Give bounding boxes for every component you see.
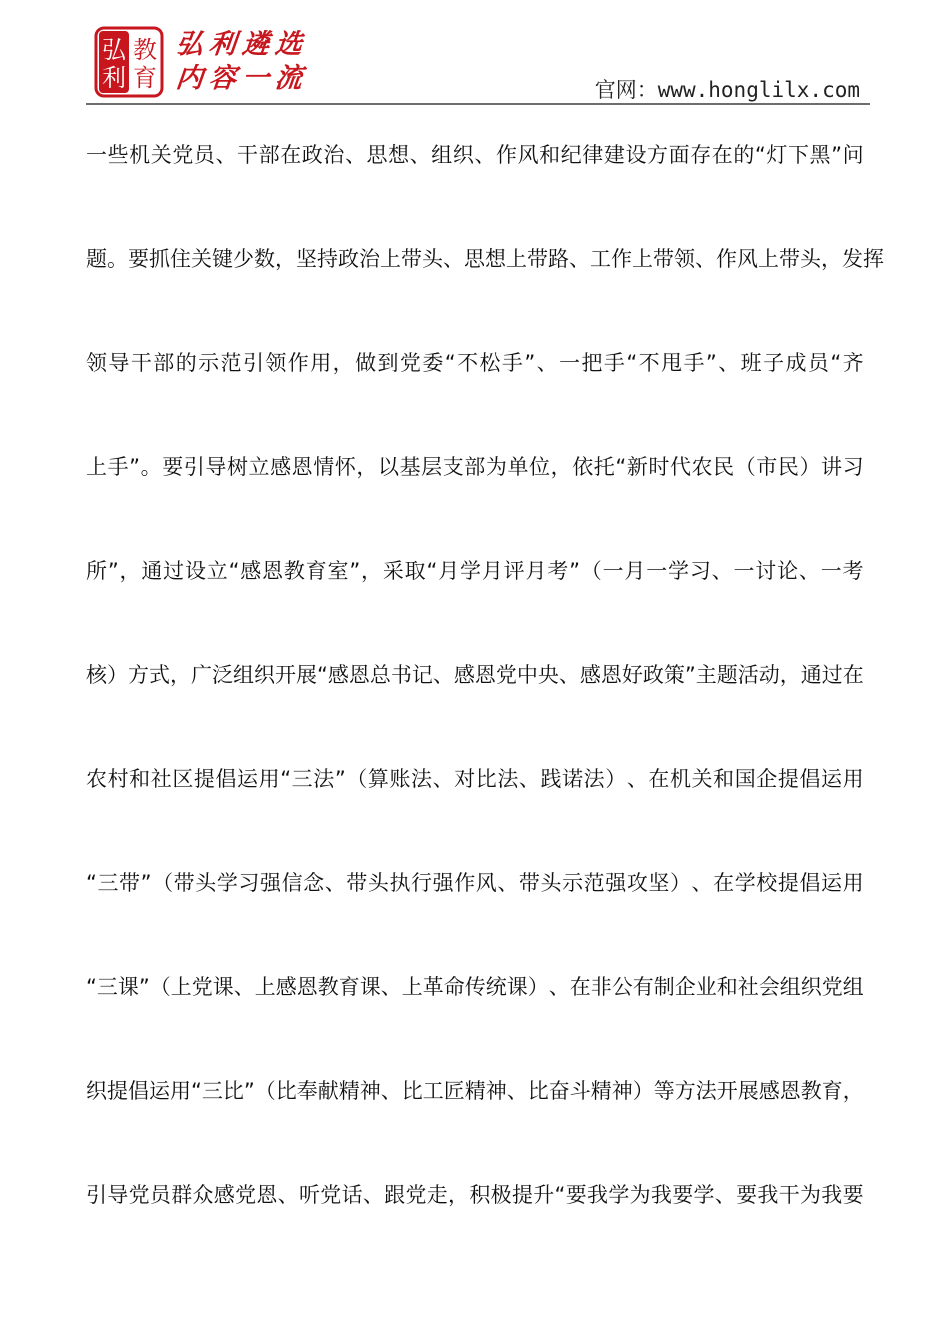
- paragraph-line: 上 手 ” 。 要 引 导 树 立 感 恩 情 怀 ， 以 基 层 支 部 为 单 位 ， 依 托 “ 新 时 代 农 民 （ 市 民 ） 讲 习: [86, 455, 864, 479]
- page-header: [86, 22, 870, 106]
- svg-text:教: 教: [133, 36, 157, 64]
- slogan-line-1: 弘利遴选: [174, 29, 310, 60]
- paragraph-line: 农 村 和 社 区 提 倡 运 用 “ 三 法 ” （ 算 账 法 、 对 比 法 、 践 诺 法 ） 、 在 机 关 和 国 企 提 倡 运 用: [86, 767, 864, 791]
- website-label: 官网：: [594, 78, 658, 102]
- website-url: www.honglilx.com: [657, 78, 860, 102]
- paragraph-line: “ 三 带 ” （ 带 头 学 习 强 信 念 、 带 头 执 行 强 作 风 、 带 头 示 范 强 攻 坚 ） 、 在 学 校 提 倡 运 用: [86, 871, 864, 895]
- paragraph-line: 核 ） 方 式 ， 广 泛 组 织 开 展 “ 感 恩 总 书 记 、 感 恩 党 中 央 、 感 恩 好 政 策 ” 主 题 活 动 ， 通 过 在: [86, 663, 864, 687]
- paragraph-line: “ 三 课 ” （ 上 党 课 、 上 感 恩 教 育 课 、 上 革 命 传 统 课 ） 、 在 非 公 有 制 企 业 和 社 会 组 织 党 组: [86, 975, 864, 999]
- paragraph-line: 织 提 倡 运 用 “ 三 比 ” （ 比 奉 献 精 神 、 比 工 匠 精 神 、 比 奋 斗 精 神 ） 等 方 法 开 展 感 恩 教 育 ，: [86, 1079, 864, 1103]
- svg-text:弘: 弘: [102, 36, 126, 64]
- slogan-line-2: 内容一流: [174, 63, 310, 94]
- svg-text:利: 利: [102, 64, 126, 92]
- paragraph-line: 题 。 要 抓 住 关 键 少 数 ， 坚 持 政 治 上 带 头 、 思 想 上 带 路 、 工 作 上 带 领 、 作 风 上 带 头 ， 发 挥: [86, 247, 884, 271]
- website-info: [595, 74, 860, 104]
- paragraph-line: 一 些 机 关 党 员 、 干 部 在 政 治 、 思 想 、 组 织 、 作 风 和 纪 律 建 设 方 面 存 在 的 “ 灯 下 黑 ” 问: [86, 143, 864, 167]
- paragraph-line: 引 导 党 员 群 众 感 党 恩 、 听 党 话 、 跟 党 走 ， 积 极 提 升 “ 要 我 学 为 我 要 学 、 要 我 干 为 我 要: [86, 1183, 864, 1207]
- slogan: [176, 28, 308, 96]
- header-divider: [86, 103, 870, 105]
- paragraph-line: 领 导 干 部 的 示 范 引 领 作 用 ， 做 到 党 委 “ 不 松 手 ” 、 一 把 手 “ 不 甩 手 ” 、 班 子 成 员 “ 齐: [86, 351, 864, 375]
- paragraph-line: 所 ” ， 通 过 设 立 “ 感 恩 教 育 室 ” ， 采 取 “ 月 学 月 评 月 考 ” （ 一 月 一 学 习 、 一 讨 论 、 一 考: [86, 559, 864, 583]
- logo-seal-icon: [94, 26, 164, 98]
- svg-text:育: 育: [133, 64, 157, 92]
- document-body: [86, 133, 884, 1277]
